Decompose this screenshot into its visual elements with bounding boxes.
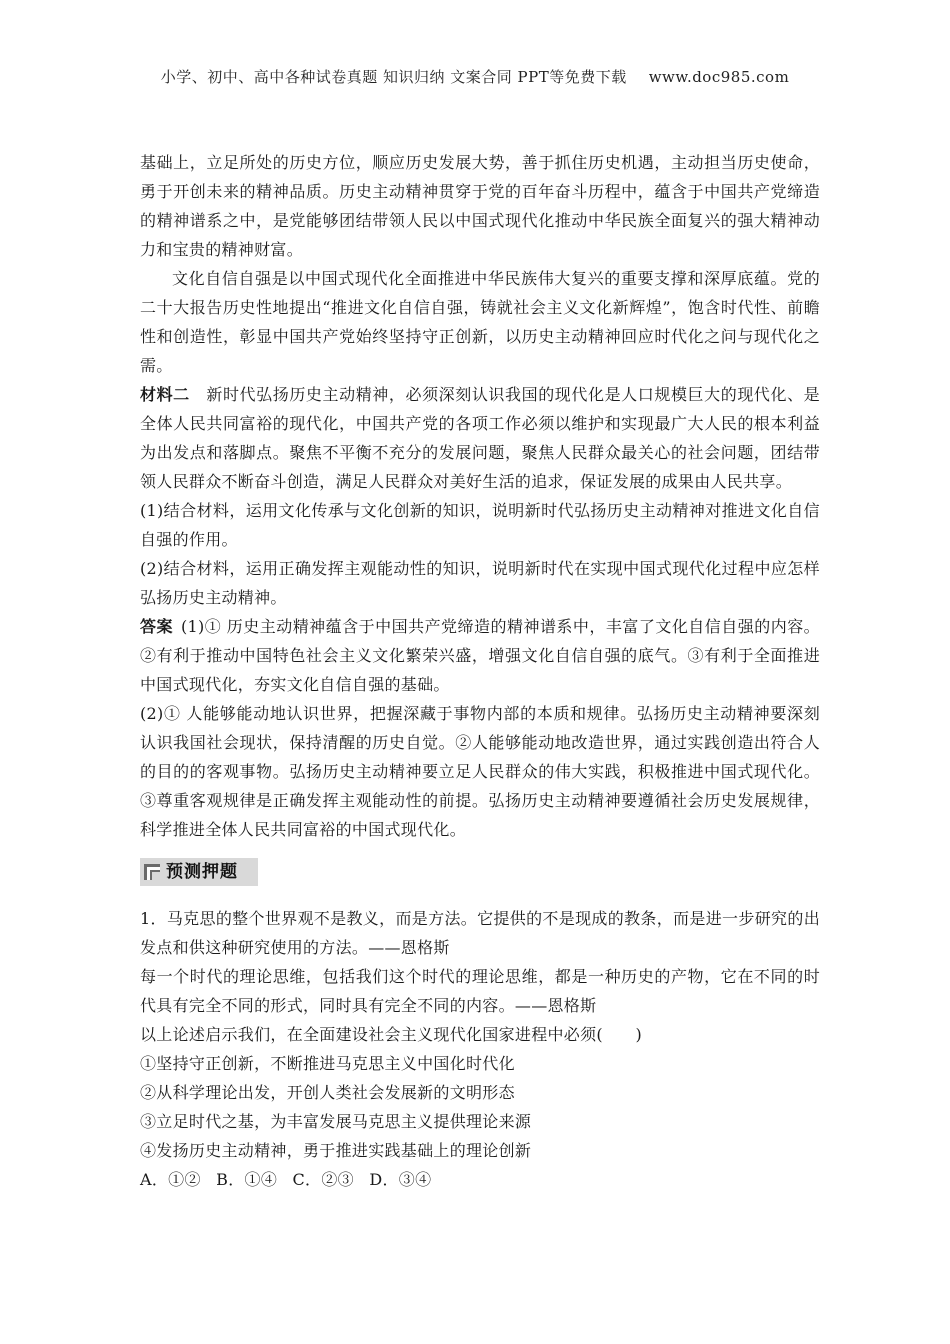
header-text: 小学、初中、高中各种试卷真题 知识归纳 文案合同 PPT等免费下载 bbox=[160, 68, 627, 86]
answer-label: 答案 bbox=[140, 617, 173, 636]
prediction-stem: 以上论述启示我们，在全面建设社会主义现代化国家进程中必须( ) bbox=[140, 1025, 643, 1044]
material-two bbox=[140, 380, 820, 496]
option-a[interactable]: A．①② bbox=[140, 1170, 201, 1189]
material-one-paragraph-2: 文化自信自强是以中国式现代化全面推进中华民族伟大复兴的重要支撑和深厚底蕴。党的二十大报告历史性地提出“推进文化自信自强，铸就社会主义文化新辉煌”，饱含时代性、前瞻性和创造性，彰显中国共产党始终坚持守正创新，以历史主动精神回应时代化之问与现代化之需。 bbox=[140, 269, 820, 375]
section-marker-icon bbox=[144, 864, 160, 880]
header-url[interactable]: www.doc985.com bbox=[648, 68, 790, 86]
option-d[interactable]: D．③④ bbox=[369, 1170, 432, 1189]
answer-part-2: (2)① 人能够能动地认识世界，把握深藏于事物内部的本质和规律。弘扬历史主动精神要深刻认识我国社会现状，保持清醒的历史自觉。②人能够能动地改造世界，通过实践创造出符合人的目的的客观事物。弘扬历史主动精神要立足人民群众的伟大实践，积极推进中国式现代化。③尊重客观规律是正确发挥主观能动性的前提。弘扬历史主动精神要遵循社会历史发展规律，科学推进全体人民共同富裕的中国式现代化。 bbox=[140, 704, 820, 839]
material-two-label: 材料二 bbox=[140, 385, 190, 404]
option-b[interactable]: B．①④ bbox=[216, 1170, 278, 1189]
document-body bbox=[140, 148, 820, 1194]
section-title: 预测押题 bbox=[166, 861, 238, 882]
material-one-paragraph-1: 基础上，立足所处的历史方位，顺应历史发展大势，善于抓住历史机遇，主动担当历史使命，勇于开创未来的精神品质。历史主动精神贯穿于党的百年奋斗历程中，蕴含于中国共产党缔造的精神谱系之中，是党能够团结带领人民以中国式现代化推动中华民族全面复兴的强大精神动力和宝贵的精神财富。 bbox=[140, 153, 820, 259]
page-header bbox=[0, 66, 950, 87]
question-1: (1)结合材料，运用文化传承与文化创新的知识，说明新时代弘扬历史主动精神对推进文化自信自强的作用。 bbox=[140, 501, 820, 549]
section-heading bbox=[140, 858, 258, 886]
prediction-quote-2: 每一个时代的理论思维，包括我们这个时代的理论思维，都是一种历史的产物，它在不同的时代具有完全不同的形式，同时具有完全不同的内容。——恩格斯 bbox=[140, 967, 820, 1015]
answer-options bbox=[140, 1165, 820, 1194]
answer-part-1 bbox=[140, 612, 820, 699]
option-c[interactable]: C．②③ bbox=[292, 1170, 354, 1189]
statement-3: ③立足时代之基，为丰富发展马克思主义提供理论来源 bbox=[140, 1112, 532, 1131]
statement-4: ④发扬历史主动精神，勇于推进实践基础上的理论创新 bbox=[140, 1141, 532, 1160]
prediction-quote-1: 1．马克思的整个世界观不是教义，而是方法。它提供的不是现成的教条，而是进一步研究的出发点和供这种研究使用的方法。——恩格斯 bbox=[140, 909, 820, 957]
answer-part-1-text: (1)① 历史主动精神蕴含于中国共产党缔造的精神谱系中，丰富了文化自信自强的内容。②有利于推动中国特色社会主义文化繁荣兴盛，增强文化自信自强的底气。③有利于全面推进中国式现代化，夯实文化自信自强的基础。 bbox=[140, 617, 820, 694]
material-two-text: 新时代弘扬历史主动精神，必须深刻认识我国的现代化是人口规模巨大的现代化、是全体人民共同富裕的现代化，中国共产党的各项工作必须以维护和实现最广大人民的根本利益为出发点和落脚点。聚焦不平衡不充分的发展问题，聚焦人民群众最关心的社会问题，团结带领人民群众不断奋斗创造，满足人民群众对美好生活的追求，保证发展的成果由人民共享。 bbox=[140, 385, 820, 491]
question-2: (2)结合材料，运用正确发挥主观能动性的知识，说明新时代在实现中国式现代化过程中应怎样弘扬历史主动精神。 bbox=[140, 559, 820, 607]
statement-2: ②从科学理论出发，开创人类社会发展新的文明形态 bbox=[140, 1083, 515, 1102]
statement-1: ①坚持守正创新，不断推进马克思主义中国化时代化 bbox=[140, 1054, 515, 1073]
